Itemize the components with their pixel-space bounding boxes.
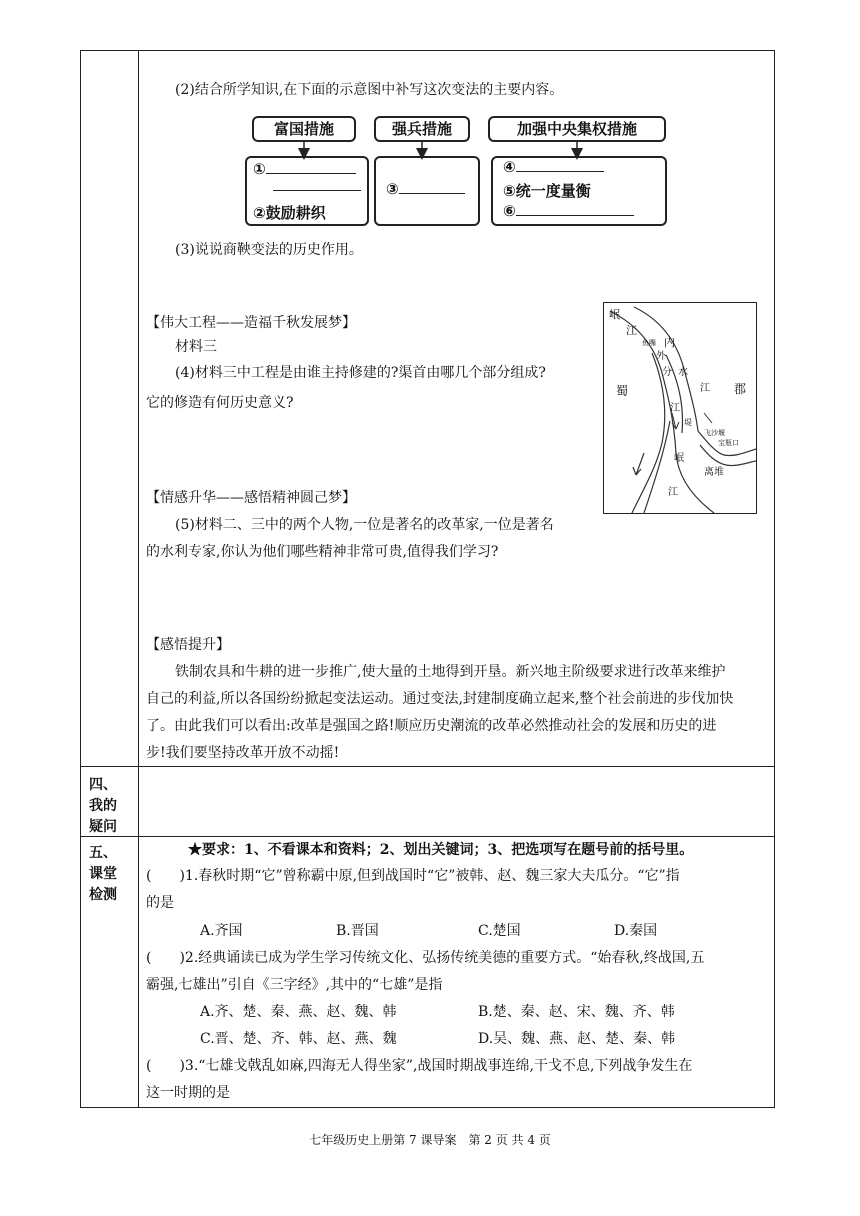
insight-line: 了。由此我们可以看出:改革是强国之路!顺应历史潮流的改革必然推动社会的发展和历史的进 — [146, 718, 717, 734]
question-3: (3)说说商鞅变法的历史作用。 — [175, 242, 363, 258]
quiz-q2-option-c: C.晋、楚、齐、韩、赵、燕、魏 — [200, 1031, 397, 1047]
row-divider — [81, 766, 774, 767]
material-3-label: 材料三 — [175, 339, 217, 355]
box-jiaqiang: 加强中央集权措施 — [488, 116, 666, 142]
row-divider — [81, 836, 774, 837]
insight-line: 步!我们要坚持改革开放不动摇! — [146, 745, 340, 761]
map-label: 堤 — [684, 418, 692, 427]
map-label: 飞沙堰 — [704, 429, 725, 437]
map-label: 分 — [662, 367, 672, 378]
box-qiangbing-content: ③ — [374, 156, 480, 226]
quiz-q1-line2: 的是 — [146, 895, 174, 911]
box-jiaqiang-content: ④ ⑤统一度量衡 ⑥ — [491, 156, 667, 226]
quiz-q2-line1: ( )2.经典诵读已成为学生学习传统文化、弘扬传统美德的重要方式。“始春秋,终战国,五 — [146, 950, 705, 966]
map-label: 江 — [700, 383, 710, 394]
question-5-line2: 的水利专家,你认为他们哪些精神非常可贵,值得我们学习? — [146, 544, 499, 560]
question-2: (2)结合所学知识,在下面的示意图中补写这次变法的主要内容。 — [175, 82, 564, 98]
quiz-q1-option-c: C.楚国 — [478, 923, 521, 939]
map-label: 蜀 — [616, 384, 629, 398]
map-label: 宝瓶口 — [718, 439, 739, 447]
dujiangyan-map — [603, 302, 757, 514]
row5-label: 五、 课堂 检测 — [89, 845, 117, 903]
map-label: 江 — [626, 324, 637, 337]
box-qiangbing: 强兵措施 — [374, 116, 470, 142]
map-label: 江 — [670, 403, 680, 414]
map-label: 郡 — [734, 382, 747, 396]
section-insight-heading: 【感悟提升】 — [146, 637, 230, 653]
quiz-requirement: ★要求：1、不看课本和资料；2、划出关键词；3、把选项写在题号前的括号里。 — [188, 842, 694, 858]
quiz-q1-option-d: D.秦国 — [614, 923, 658, 939]
quiz-q2-option-a: A.齐、楚、秦、燕、赵、魏、韩 — [200, 1004, 397, 1020]
map-label: 外 — [656, 351, 666, 362]
insight-line: 自己的利益,所以各国纷纷掀起变法运动。通过变法,封建制度确立起来,整个社会前进的步伐加快 — [146, 691, 734, 707]
quiz-q2-option-b: B.楚、秦、赵、宋、魏、齐、韩 — [478, 1004, 675, 1020]
question-5-line1: (5)材料二、三中的两个人物,一位是著名的改革家,一位是著名 — [175, 517, 554, 533]
map-label: 离堆 — [704, 467, 724, 478]
map-label: 水 — [678, 367, 688, 378]
page-footer: 七年级历史上册第 7 课导案 第 2 页 共 4 页 — [309, 1133, 551, 1147]
quiz-q3-line2: 这一时期的是 — [146, 1085, 230, 1101]
quiz-q1-option-b: B.晋国 — [336, 923, 379, 939]
question-4-line1: (4)材料三中工程是由谁主持修建的?渠首由哪几个部分组成? — [175, 365, 546, 381]
map-label: 岷 — [674, 453, 684, 464]
quiz-q2-line2: 霸强,七雄出”引自《三字经》,其中的“七雄”是指 — [146, 977, 443, 993]
box-fuguo-content: ① ②鼓励耕织 — [245, 156, 369, 226]
map-label: 内 — [664, 336, 675, 349]
map-label: 岷 — [609, 308, 620, 321]
row4-label: 四、 我的 疑问 — [89, 777, 117, 835]
insight-line: 铁制农具和牛耕的进一步推广,使大量的土地得到开垦。新兴地主阶级要求进行改革来维护 — [175, 664, 726, 680]
map-label: 江 — [668, 487, 678, 498]
quiz-q2-option-d: D.吴、魏、燕、赵、楚、秦、韩 — [478, 1031, 676, 1047]
section-project-heading: 【伟大工程——造福千秋发展梦】 — [146, 315, 356, 331]
quiz-q3-line1: ( )3.“七雄戈戟乱如麻,四海无人得坐家”,战国时期战事连绵,干戈不息,下列战争发生在 — [146, 1058, 693, 1074]
map-label: 鱼嘴 — [642, 339, 656, 347]
quiz-q1-line1: ( )1.春秋时期“它”曾称霸中原,但到战国时“它”被韩、赵、魏三家大夫瓜分。“它”指 — [146, 868, 680, 884]
quiz-q1-option-a: A.齐国 — [200, 923, 243, 939]
question-4-line2: 它的修造有何历史意义? — [146, 395, 294, 411]
box-fuguo: 富国措施 — [252, 116, 356, 142]
section-emotion-heading: 【情感升华——感悟精神圆己梦】 — [146, 490, 356, 506]
